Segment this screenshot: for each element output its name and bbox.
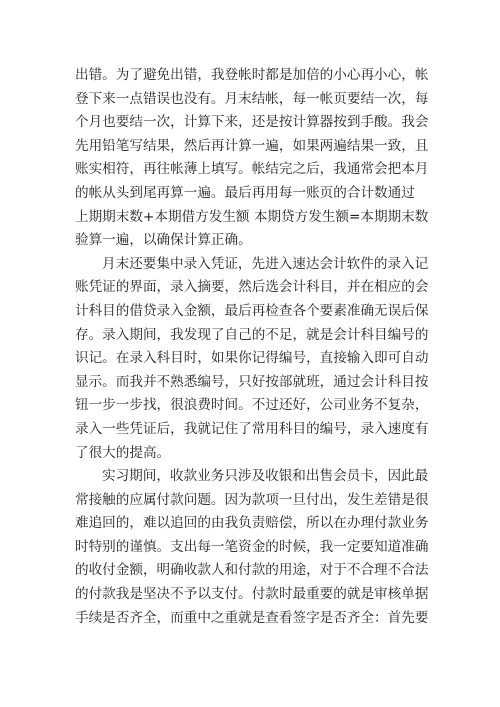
text-line: 出错。为了避免出错，我登帐时都是加倍的小心再小心，帐 <box>75 67 429 83</box>
text-line: 难追回的，难以追回的由我负责赔偿，所以在办理付款业务 <box>75 515 429 532</box>
text-line: 录入一些凭证后，我就记住了常用科目的编号，录入速度有 <box>75 420 429 437</box>
paragraph-3 <box>75 465 435 630</box>
text-line: 时特别的谨慎。支出每一笔资金的时候，我一定要知道准确 <box>75 538 429 555</box>
text-line: 账实相符，再往帐薄上填写。帐结完之后，我通常会把本月 <box>75 161 429 178</box>
text-line: 识记。在录入科目时，如果你记得编号，直接输入即可自动 <box>75 350 429 367</box>
text-line: 先用铅笔写结果，然后再计算一遍，如果两遍结果一致，且 <box>75 137 429 154</box>
text-line: 验算一遍，以确保计算正确。 <box>75 232 252 249</box>
text-line: 登下来一点错误也没有。月末结帐，每一帐页要结一次，每 <box>75 90 429 107</box>
text-line: 常接触的应属付款问题。因为款项一旦付出，发生差错是很 <box>75 491 429 508</box>
text-line: 了很大的提高。 <box>75 444 171 461</box>
text-line: 个月也要结一次，计算下来，还是按计算器按到手酸。我会 <box>75 114 429 131</box>
text-line: 账凭证的界面，录入摘要，然后选会计科目，并在相应的会 <box>75 279 429 296</box>
text-line: 手续是否齐全，而重中之重就是查看签字是否齐全：首先要 <box>75 609 429 626</box>
text-line: 实习期间，收款业务只涉及收银和出售会员卡，因此最 <box>102 468 429 485</box>
paragraph-1 <box>75 64 435 253</box>
text-line: 显示。而我并不熟悉编号，只好按部就班，通过会计科目按 <box>75 373 429 390</box>
paragraph-2 <box>75 253 435 465</box>
text-line: 月末还要集中录入凭证，先进入速达会计软件的录入记 <box>102 255 429 272</box>
text-line: 的付款我是坚决不予以支付。付款时最重要的就是审核单据 <box>75 586 429 603</box>
text-line: 存。录入期间，我发现了自己的不足，就是会计科目编号的 <box>75 326 429 343</box>
document-body <box>75 64 435 630</box>
text-line: 钮一步一步找，很浪费时间。不过还好，公司业务不复杂， <box>75 397 429 414</box>
text-line: 的帐从头到尾再算一遍。最后再用每一账页的合计数通过 <box>75 184 415 201</box>
text-line: 的收付金额，明确收款人和付款的用途，对于不合理不合法 <box>75 562 429 579</box>
text-line: 上期期末数+本期借方发生额 本期贷方发生额=本期期末数 <box>75 208 429 225</box>
text-line: 计科目的借贷录入金额，最后再检查各个要素准确无误后保 <box>75 302 429 319</box>
